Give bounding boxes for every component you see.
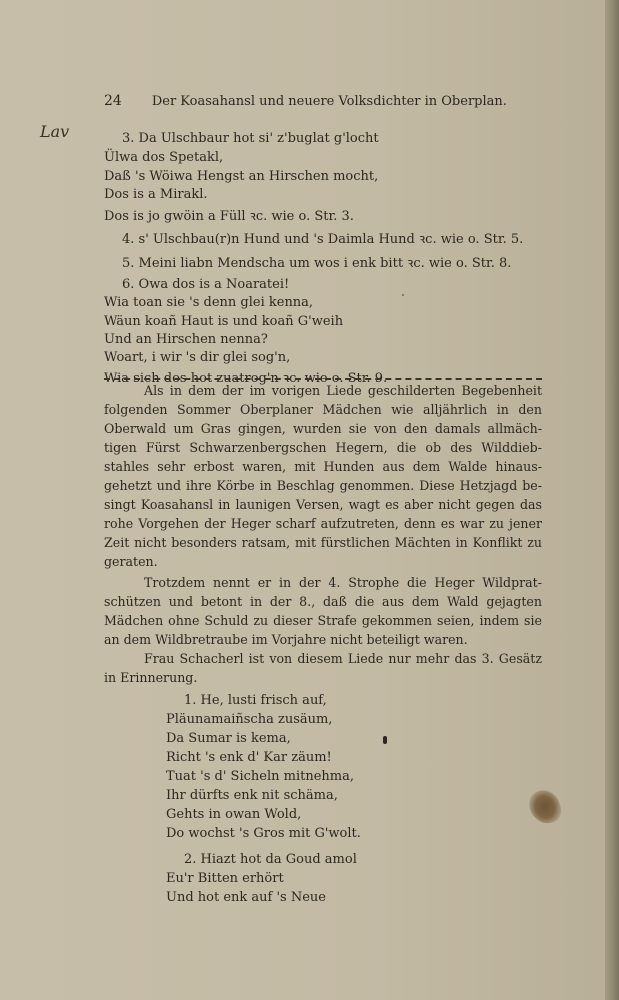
paragraph-line: Zeit nicht besonders ratsam, mit fürstlichen Mächten in Konflikt zu: [104, 535, 542, 550]
paragraph-line: Frau Schacherl ist von diesem Liede nur mehr das 3. Gesätz: [144, 651, 542, 666]
stanza-line: 5. Meini liabn Mendscha um wos i enk bitt ꝛc. wie o. Str. 8.: [122, 256, 512, 271]
page-spine-shadow: [605, 0, 619, 1000]
paragraph-line: schützen und betont in der 8., daß die aus dem Wald gejagten: [104, 594, 542, 609]
paragraph-line: an dem Wildbretraube im Vorjahre nicht beteiligt waren.: [104, 632, 468, 647]
poem-line: 1. He, lusti frisch auf,: [184, 693, 327, 708]
paragraph-line: in Erinnerung.: [104, 670, 198, 685]
paragraph-line: stahles sehr erbost waren, mit Hunden aus dem Walde hinaus-: [104, 459, 542, 474]
poem-line: Pläunamaiñscha zusäum,: [166, 712, 333, 727]
poem-line: Eu'r Bitten erhört: [166, 871, 284, 886]
poem-line: Gehts in owan Wold,: [166, 807, 302, 822]
poem-line: Richt 's enk d' Kar zäum!: [166, 750, 332, 765]
dashed-separator: [104, 378, 542, 380]
poem-line: Und hot enk auf 's Neue: [166, 890, 326, 905]
stanza-line: Dos is jo gwöin a Füll ꝛc. wie o. Str. 3.: [104, 209, 354, 224]
stanza-line: 6. Owa dos is a Noaratei!: [122, 277, 290, 292]
poem-line: Da Sumar is kema,: [166, 731, 291, 746]
ink-speck: [402, 294, 404, 296]
stanza-line: Und an Hirschen nenna?: [104, 332, 268, 347]
paper-stain: [525, 786, 564, 828]
running-title: Der Koasahansl und neuere Volksdichter in Oberplan.: [151, 94, 507, 109]
stanza-line: Daß 's Wöiwa Hengst an Hirschen mocht,: [104, 169, 379, 184]
stanza-line: 3. Da Ulschbaur hot si' z'buglat g'locht: [122, 131, 379, 146]
page-number: 24: [104, 93, 122, 109]
paragraph-line: Mädchen ohne Schuld zu dieser Strafe gekommen seien, indem sie: [104, 613, 542, 628]
paragraph-line: Oberwald um Gras gingen, wurden sie von den damals allmäch-: [104, 421, 542, 436]
paragraph-line: folgenden Sommer Oberplaner Mädchen wie alljährlich in den: [104, 402, 542, 417]
stanza-line: Wäun koañ Haut is und koañ G'weih: [104, 314, 344, 329]
stanza-line: 4. s' Ulschbau(r)n Hund und 's Daimla Hund ꝛc. wie o. Str. 5.: [122, 232, 524, 247]
poem-line: 2. Hiazt hot da Goud amol: [184, 852, 357, 867]
stanza-line: Wia sich dos hot zuatrog'n ꝛc. wie o. Str. 9.: [104, 371, 388, 386]
stanza-line: Wia toan sie 's denn glei kenna,: [104, 295, 314, 310]
stanza-line: Dos is a Mirakl.: [104, 187, 208, 202]
paragraph-line: singt Koasahansl in launigen Versen, wagt es aber nicht gegen das: [104, 497, 542, 512]
stanza-line: Woart, i wir 's dir glei sog'n,: [104, 350, 291, 365]
stanza-line: Ülwa dos Spetakl,: [104, 150, 224, 165]
page-header: [104, 93, 524, 109]
paragraph-line: Als in dem der im vorigen Liede geschilderten Begebenheit: [144, 383, 542, 398]
ink-mark: [383, 736, 387, 744]
paragraph-line: rohe Vorgehen der Heger scharf aufzutreten, denn es war zu jener: [104, 516, 542, 531]
paragraph-line: geraten.: [104, 554, 158, 569]
paragraph-line: Trotzdem nennt er in der 4. Strophe die Heger Wildprat-: [144, 575, 542, 590]
poem-line: Do wochst 's Gros mit G'wolt.: [166, 826, 361, 841]
poem-line: Tuat 's d' Sicheln mitnehma,: [166, 769, 354, 784]
handwritten-margin-note: Lav: [40, 122, 70, 141]
paragraph-line: gehetzt und ihre Körbe in Beschlag genommen. Diese Hetzjagd be-: [104, 478, 542, 493]
paragraph-line: tigen Fürst Schwarzenbergschen Hegern, die ob des Wilddieb-: [104, 440, 542, 455]
poem-line: Ihr dürfts enk nit schäma,: [166, 788, 338, 803]
